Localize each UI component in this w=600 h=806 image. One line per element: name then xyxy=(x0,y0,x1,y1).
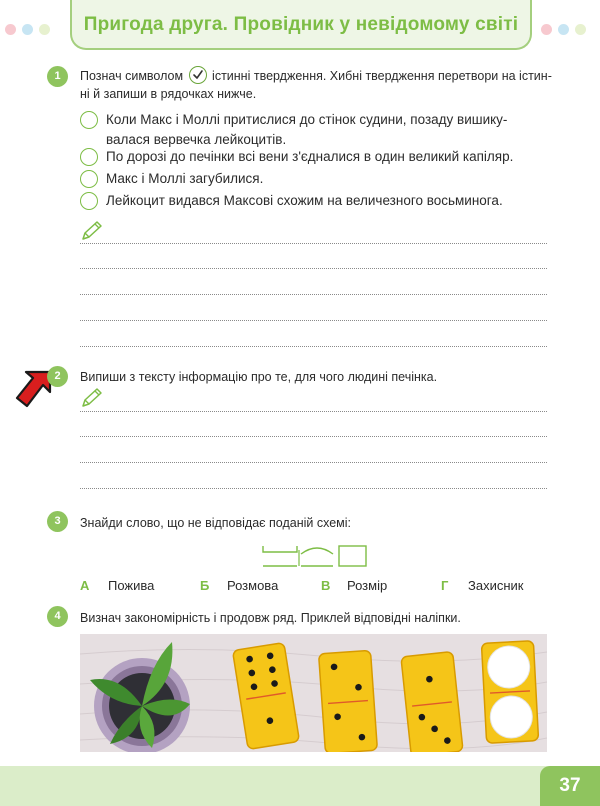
answer-checkbox-circle[interactable] xyxy=(80,192,98,210)
task-number-2: 2 xyxy=(47,366,68,387)
statement-text: Макс і Моллі загубилися. xyxy=(106,171,264,186)
plant-pot-image xyxy=(90,642,190,752)
decor-dot xyxy=(22,24,33,35)
answer-checkbox-circle[interactable] xyxy=(80,148,98,166)
answer-line[interactable] xyxy=(80,346,547,347)
word-morpheme-scheme xyxy=(261,542,371,570)
statement-item xyxy=(80,110,560,150)
decor-dot xyxy=(541,24,552,35)
answer-checkbox-circle[interactable] xyxy=(80,170,98,188)
answer-line[interactable] xyxy=(80,488,547,489)
task1-instruction-part2: істинні твердження. Хибні твердження перетвори на істин- xyxy=(212,69,552,83)
option-word[interactable]: Пожива xyxy=(108,578,155,593)
task2-instruction: Випиши з тексту інформацію про те, для чого людині печінка. xyxy=(80,370,438,384)
domino-scene xyxy=(80,634,547,752)
page-footer xyxy=(0,766,600,806)
answer-line[interactable] xyxy=(80,294,547,295)
statement-text: валася вервечка лейкоцитів. xyxy=(106,132,287,147)
task3-instruction: Знайди слово, що не відповідає поданій схемі: xyxy=(80,516,351,530)
domino-tile xyxy=(401,652,463,752)
statement-item xyxy=(80,169,560,189)
decor-dot xyxy=(575,24,586,35)
answer-line[interactable] xyxy=(80,436,547,437)
domino-sticker-placeholder[interactable] xyxy=(481,641,538,744)
option-word[interactable]: Розмова xyxy=(227,578,279,593)
answer-line[interactable] xyxy=(80,243,547,244)
page-title: Пригода друга. Провідник у невідомому світі xyxy=(83,14,519,35)
statement-text: Лейкоцит видався Максові схожим на величезного восьминога. xyxy=(106,193,503,208)
domino-tile xyxy=(232,643,299,750)
statement-item xyxy=(80,147,560,167)
task4-instruction: Визнач закономірність і продовж ряд. Приклей відповідні наліпки. xyxy=(80,611,461,625)
answer-line[interactable] xyxy=(80,411,547,412)
option-letter: А xyxy=(80,578,90,593)
statement-item xyxy=(80,191,560,211)
answer-line[interactable] xyxy=(80,320,547,321)
answer-line[interactable] xyxy=(80,268,547,269)
answer-checkbox-circle[interactable] xyxy=(80,111,98,129)
option-letter: В xyxy=(321,578,331,593)
statement-text: По дорозі до печінки всі вени з'єдналися в один великий капіляр. xyxy=(106,149,514,164)
decor-dot xyxy=(39,24,50,35)
pencil-icon xyxy=(80,220,104,242)
domino-illustration xyxy=(80,634,547,752)
decor-dot xyxy=(558,24,569,35)
checkmark-circle-icon xyxy=(189,66,207,84)
task-number-4: 4 xyxy=(47,606,68,627)
task1-instruction-line2: ні й запиши в рядочках нижче. xyxy=(80,87,257,101)
option-letter: Г xyxy=(441,578,449,593)
option-word[interactable]: Розмір xyxy=(347,578,388,593)
option-word[interactable]: Захисник xyxy=(468,578,524,593)
option-letter: Б xyxy=(200,578,210,593)
task1-instruction-part1: Познач символом xyxy=(80,69,184,83)
answer-line[interactable] xyxy=(80,462,547,463)
pencil-icon xyxy=(80,387,104,409)
decor-dot xyxy=(5,24,16,35)
page-number: 37 xyxy=(540,766,600,806)
task1-instruction xyxy=(80,67,560,103)
statement-text: Коли Макс і Моллі притислися до стінок судини, позаду вишику- xyxy=(106,112,508,127)
domino-tile xyxy=(319,650,378,752)
task-number-1: 1 xyxy=(47,66,68,87)
task-number-3: 3 xyxy=(47,511,68,532)
